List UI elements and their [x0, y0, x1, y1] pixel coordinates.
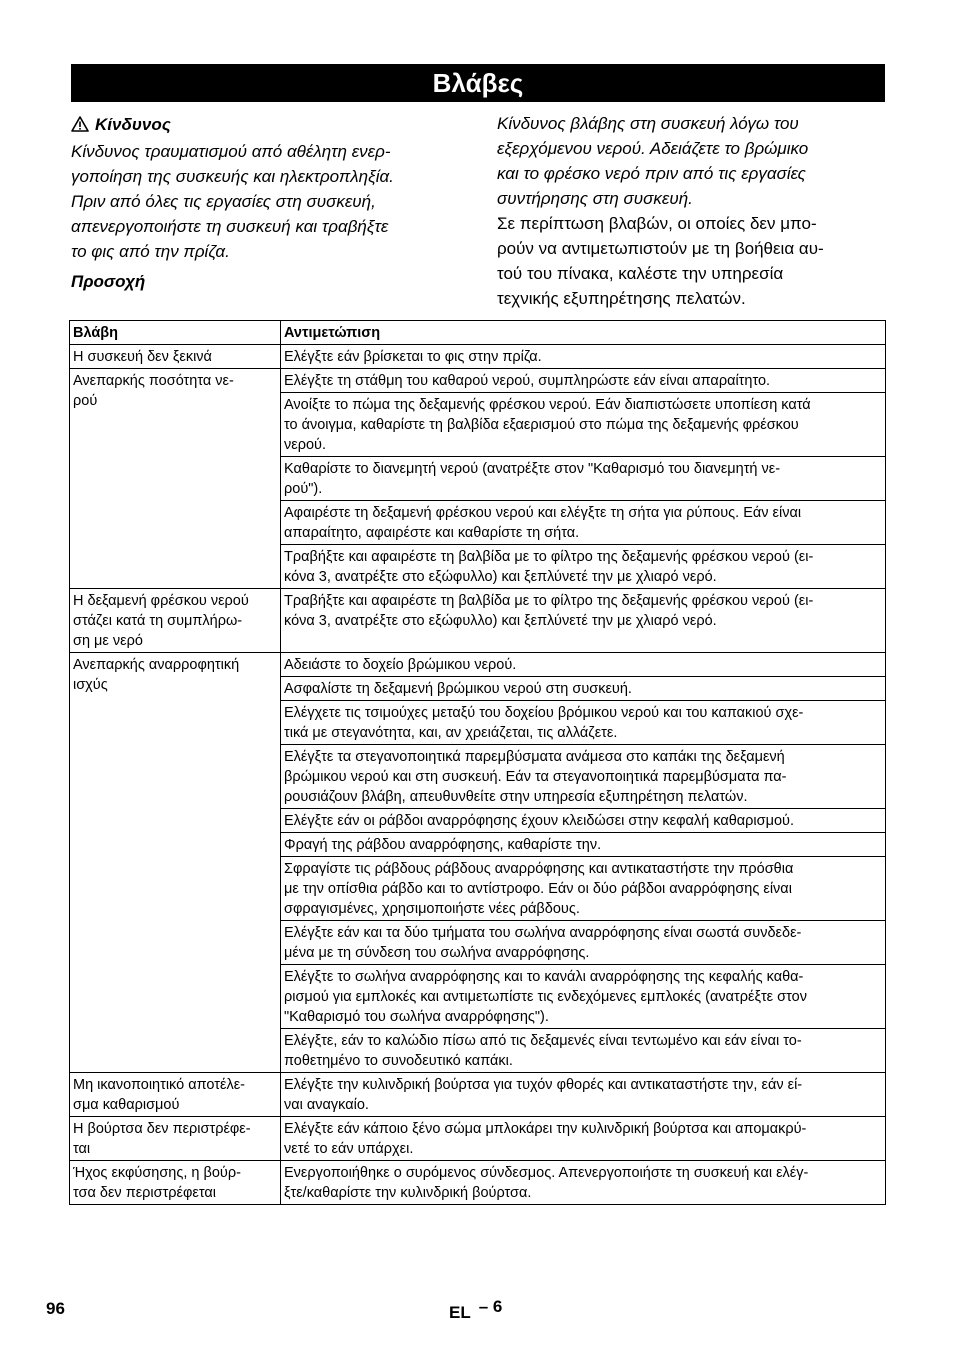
fault-cell: Η συσκευή δεν ξεκινά	[70, 345, 281, 369]
fault-cell: Ήχος εκφύσησης, η βούρ- τσα δεν περιστρέφεται	[70, 1161, 281, 1205]
fault-column-header: Βλάβη	[70, 321, 281, 345]
remedy-cell: Φραγή της ράβδου αναρρόφησης, καθαρίστε την.	[281, 833, 886, 857]
table-header-row	[70, 321, 886, 345]
remedy-cell: Ελέγξτε τα στεγανοποιητικά παρεμβύσματα ανάμεσα στο καπάκι της δεξαμενή βρώμικου νερού και στη συσκευή. Εάν τα στεγανοποιητικά παρεμβύσματα πα- ρουσιάζουν βλάβη, απευθυνθείτε στην υπηρεσία εξυπηρέτηση πελατών.	[281, 745, 886, 809]
language-code: EL	[449, 1303, 471, 1322]
remedy-cell: Ελέγξτε εάν κάποιο ξένο σώμα μπλοκάρει την κυλινδρική βούρτσα και απομακρύ- νετέ το εάν υπάρχει.	[281, 1117, 886, 1161]
fault-cell: Η βούρτσα δεν περιστρέφε- ται	[70, 1117, 281, 1161]
remedy-cell: Ελέγξτε το σωλήνα αναρρόφησης και το κανάλι αναρρόφησης της κεφαλής καθα- ρισμού για εμπλοκές και αντιμετωπίστε τις ενδεχόμενες εμπλοκές (ανατρέξτε στον "Καθαρισμό του σωλήνα αναρρόφησης").	[281, 965, 886, 1029]
table-row	[70, 1117, 886, 1161]
remedy-cell: Καθαρίστε το διανεμητή νερού (ανατρέξτε στον "Καθαρισμό του διανεμητή νε- ρού").	[281, 457, 886, 501]
troubleshooting-table	[69, 320, 886, 1205]
remedy-cell: Τραβήξτε και αφαιρέστε τη βαλβίδα με το φίλτρο της δεξαμενής φρέσκου νερού (ει- κόνα 3, ανατρέξτε στο εξώφυλλο) και ξεπλύνετέ την με χλιαρό νερό.	[281, 589, 886, 653]
safety-column	[71, 113, 471, 294]
table-row	[70, 653, 886, 677]
caution-heading: Προσοχή	[71, 272, 146, 291]
remedy-cell: Τραβήξτε και αφαιρέστε τη βαλβίδα με το φίλτρο της δεξαμενής φρέσκου νερού (ει- κόνα 3, ανατρέξτε στο εξώφυλλο) και ξεπλύνετέ την με χλιαρό νερό.	[281, 545, 886, 589]
remedy-cell: Ελέγξτε την κυλινδρική βούρτσα για τυχόν φθορές και αντικαταστήστε την, εάν εί- ναι αναγκαίο.	[281, 1073, 886, 1117]
section-page: – 6	[478, 1297, 503, 1316]
table-row	[70, 589, 886, 653]
page-title: Βλάβες	[71, 64, 885, 102]
caution-text: Κίνδυνος βλάβης στη συσκευή λόγω του εξερχόμενου νερού. Αδειάζετε το βρώμικο και το φρέσκο νερό πριν από τις εργασίες συντήρησης στη συσκευή.	[497, 114, 809, 208]
danger-text: Κίνδυνος τραυματισμού από αθέλητη ενερ- γοποίηση της συσκευής και ηλεκτροπληξία. Πριν από όλες τις εργασίες στη συσκευή, απενεργοποιήστε τη συσκευή και τραβήξτε το φις από την πρίζα.	[71, 142, 394, 261]
fault-cell: Ανεπαρκής ποσότητα νε- ρού	[70, 369, 281, 589]
remedy-cell: Ενεργοποιήθηκε ο συρόμενος σύνδεσμος. Απενεργοποιήστε τη συσκευή και ελέγ- ξτε/καθαρίστε την κυλινδρική βούρτσα.	[281, 1161, 886, 1205]
fault-cell: Μη ικανοποιητικό αποτέλε- σμα καθαρισμού	[70, 1073, 281, 1117]
remedy-cell: Ελέγξτε εάν και τα δύο τμήματα του σωλήνα αναρρόφησης είναι σωστά συνδεδε- μένα με τη σύνδεση του σωλήνα αναρρόφησης.	[281, 921, 886, 965]
remedy-cell: Αφαιρέστε τη δεξαμενή φρέσκου νερού και ελέγξτε τη σήτα για ρύπους. Εάν είναι απαραίτητο, αφαιρέστε και καθαρίστε τη σήτα.	[281, 501, 886, 545]
danger-heading	[71, 113, 471, 139]
remedy-column-header: Αντιμετώπιση	[281, 321, 886, 345]
remedy-cell: Ελέγξτε εάν οι ράβδοι αναρρόφησης έχουν κλειδώσει στην κεφαλή καθαρισμού.	[281, 809, 886, 833]
footer-label	[449, 1297, 502, 1323]
warning-triangle-icon	[71, 115, 89, 139]
remedy-cell: Ελέγξτε, εάν το καλώδιο πίσω από τις δεξαμενές είναι τεντωμένο και εάν είναι το- ποθετημένο το συνοδευτικό καπάκι.	[281, 1029, 886, 1073]
remedy-cell: Αδειάστε το δοχείο βρώμικου νερού.	[281, 653, 886, 677]
page-number: 96	[46, 1299, 65, 1318]
service-note: Σε περίπτωση βλαβών, οι οποίες δεν μπο- ρούν να αντιμετωπιστούν με τη βοήθεια αυ- τού του πίνακα, καλέστε την υπηρεσία τεχνικής εξυπηρέτησης πελατών.	[497, 214, 824, 308]
notes-column	[497, 111, 887, 311]
table-row	[70, 1161, 886, 1205]
table-row	[70, 369, 886, 393]
danger-heading-text: Κίνδυνος	[95, 115, 171, 134]
remedy-cell: Ελέγχετε τις τσιμούχες μεταξύ του δοχείου βρόμικου νερού και του καπακιού σχε- τικά με στεγανότητα, και, αν χρειάζεται, τις αλλάζετε.	[281, 701, 886, 745]
table-row	[70, 345, 886, 369]
remedy-cell: Ανοίξτε το πώμα της δεξαμενής φρέσκου νερού. Εάν διαπιστώσετε υποπίεση κατά το άνοιγμα, καθαρίστε τη βαλβίδα εξαερισμού στο πώμα της δεξαμενής φρέσκου νερού.	[281, 393, 886, 457]
remedy-cell: Σφραγίστε τις ράβδους ράβδους αναρρόφησης και αντικαταστήστε την πρόσθια με την οπίσθια ράβδο και το αντίστροφο. Εάν οι δύο ράβδοι αναρρόφησης είναι σφραγισμένες, χρησιμοποιήστε νέες ράβδους.	[281, 857, 886, 921]
fault-cell: Η δεξαμενή φρέσκου νερού στάζει κατά τη συμπλήρω- ση με νερό	[70, 589, 281, 653]
fault-cell: Ανεπαρκής αναρροφητική ισχύς	[70, 653, 281, 1073]
remedy-cell: Ελέγξτε τη στάθμη του καθαρού νερού, συμπληρώστε εάν είναι απαραίτητο.	[281, 369, 886, 393]
remedy-cell: Ασφαλίστε τη δεξαμενή βρώμικου νερού στη συσκευή.	[281, 677, 886, 701]
table-body	[70, 345, 886, 1205]
table-row	[70, 1073, 886, 1117]
remedy-cell: Ελέγξτε εάν βρίσκεται το φις στην πρίζα.	[281, 345, 886, 369]
